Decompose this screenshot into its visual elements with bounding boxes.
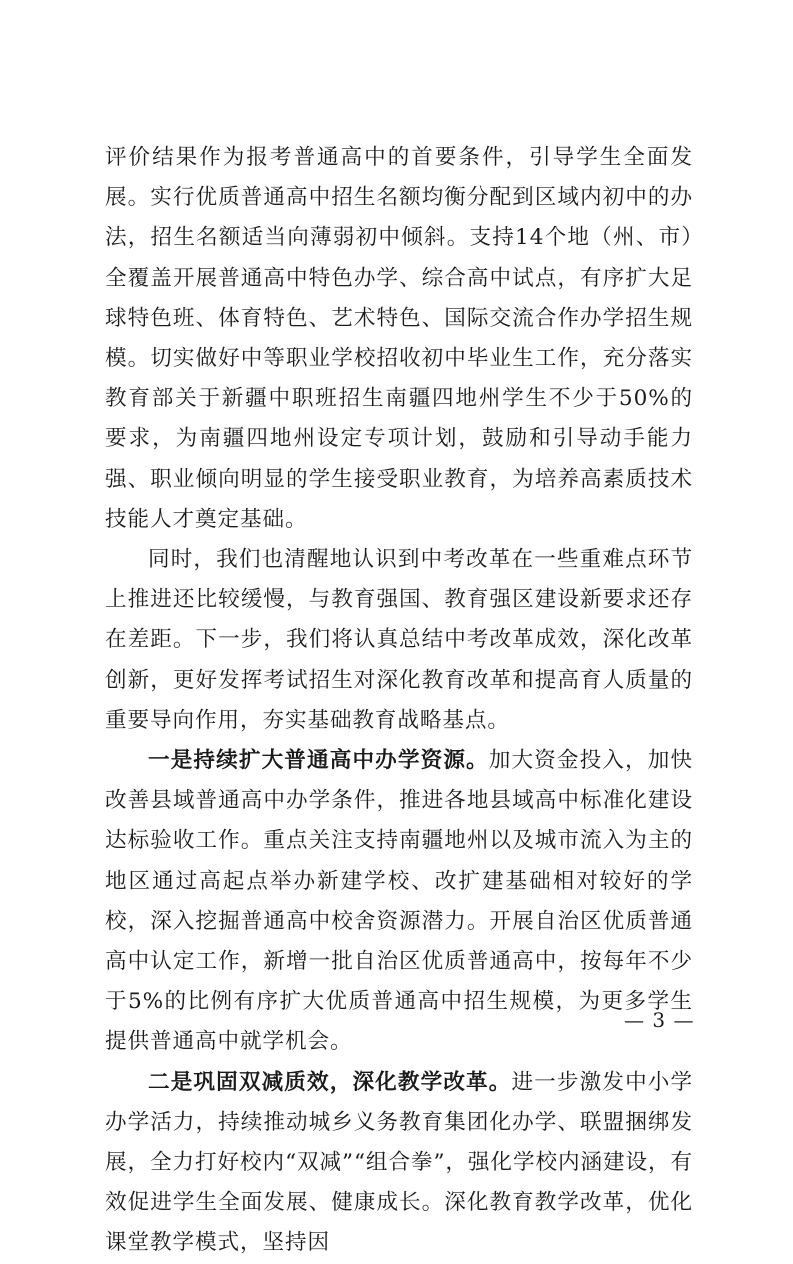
paragraph-continuation [105,138,693,540]
body-text [105,138,693,1264]
paragraph-challenges [105,540,693,741]
paragraph-body: 加大资金投入，加快改善县域普通高中办学条件，推进各地县域高中标准化建设达标验收工作。重点关注支持南疆地州以及城市流入为主的地区通过高起点举办新建学校、改扩建基础相对较好的学校，深入挖掘普通高中校舍资源潜力。开展自治区优质普通高中认定工作，新增一批自治区优质普通高中，按每年不少于5%的比例有序扩大优质普通高中招生规模，为更多学生提供普通高中就学机会。 [105,748,693,1055]
paragraph-lead: 一是持续扩大普通高中办学资源。 [148,748,489,774]
page-number: — 3 — [624,1008,695,1032]
paragraph-measure-one [105,741,693,1063]
paragraph-measure-two [105,1063,693,1264]
paragraph-body: 评价结果作为报考普通高中的首要条件，引导学生全面发展。实行优质普通高中招生名额均衡分配到区域内初中的办法，招生名额适当向薄弱初中倾斜。支持14个地（州、市）全覆盖开展普通高中特色办学、综合高中试点，有序扩大足球特色班、体育特色、艺术特色、国际交流合作办学招生规模。切实做好中等职业学校招收初中毕业生工作，充分落实教育部关于新疆中职班招生南疆四地州学生不少于50%的要求，为南疆四地州设定专项计划，鼓励和引导动手能力强、职业倾向明显的学生接受职业教育，为培养高素质技术技能人才奠定基础。 [105,145,693,532]
paragraph-body: 进一步激发中小学办学活力，持续推动城乡义务教育集团化办学、联盟捆绑发展，全力打好校内“双减”“组合拳”，强化学校内涵建设，有效促进学生全面发展、健康成长。深化教育教学改革，优化课堂教学模式，坚持因 [105,1069,693,1256]
paragraph-body: 同时，我们也清醒地认识到中考改革在一些重难点环节上推进还比较缓慢，与教育强国、教育强区建设新要求还存在差距。下一步，我们将认真总结中考改革成效，深化改革创新，更好发挥考试招生对深化教育改革和提高育人质量的重要导向作用，夯实基础教育战略基点。 [105,547,693,733]
paragraph-lead: 二是巩固双减质效，深化教学改革。 [148,1069,512,1095]
